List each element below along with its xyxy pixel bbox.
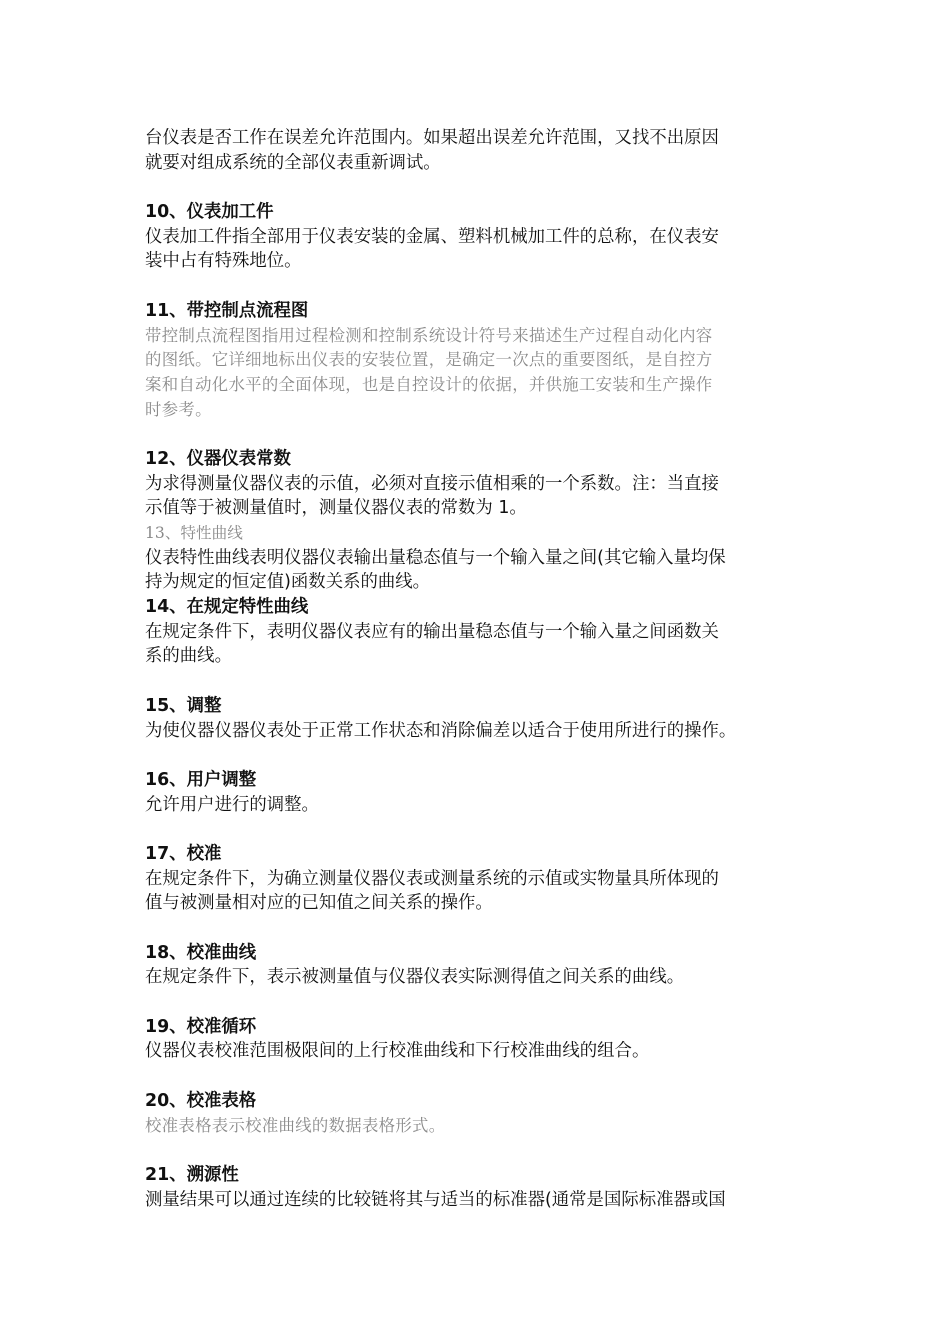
paragraph-line: 案和自动化水平的全面体现，也是自控设计的依据，并供施工安装和生产操作 [145,374,713,394]
paragraph-line: 仪表特性曲线表明仪器仪表输出量稳态值与一个输入量之间(其它输入量均保 [145,547,726,568]
section-heading: 10、仪表加工件 [145,202,274,223]
paragraph-line: 台仪表是否工作在误差允许范围内。如果超出误差允许范围，又找不出原因 [145,128,719,148]
paragraph-line: 装中占有特殊地位。 [145,251,302,272]
section-heading: 11、带控制点流程图 [145,300,309,321]
section-13 [145,521,810,595]
section-heading: 14、在规定特性曲线 [145,597,309,618]
intro-paragraph [145,126,810,175]
paragraph-line: 示值等于被测量值时，测量仪器仪表的常数为 1。 [145,498,527,519]
paragraph-line: 在规定条件下，为确立测量仪器仪表或测量系统的示值或实物量具所体现的 [145,868,719,889]
paragraph-line: 仪器仪表校准范围极限间的上行校准曲线和下行校准曲线的组合。 [145,1041,650,1062]
paragraph-line: 值与被测量相对应的已知值之间关系的操作。 [145,893,493,914]
section-10 [145,200,810,274]
paragraph-line: 系的曲线。 [145,646,232,667]
section-heading: 15、调整 [145,695,222,716]
paragraph-line: 在规定条件下，表示被测量值与仪器仪表实际测得值之间关系的曲线。 [145,967,685,988]
document-page [145,126,810,1212]
section-heading: 17、校准 [145,843,222,864]
paragraph-line: 持为规定的恒定值)函数关系的曲线。 [145,572,431,593]
section-heading: 16、用户调整 [145,769,257,790]
paragraph-line: 的图纸。它详细地标出仪表的安装位置，是确定一次点的重要图纸，是自控方 [145,350,713,370]
paragraph-line: 时参考。 [145,399,212,419]
section-21 [145,1163,810,1212]
section-12 [145,447,810,521]
paragraph-line: 带控制点流程图指用过程检测和控制系统设计符号来描述生产过程自动化内容 [145,325,713,345]
section-14 [145,595,810,669]
section-20 [145,1089,810,1138]
section-heading: 19、校准循环 [145,1016,257,1037]
section-heading: 13、特性曲线 [145,524,243,542]
section-19 [145,1015,810,1064]
paragraph-line: 允许用户进行的调整。 [145,794,319,815]
section-heading: 21、溯源性 [145,1164,239,1185]
paragraph-line: 就要对组成系统的全部仪表重新调试。 [145,152,441,173]
paragraph-line: 为求得测量仪器仪表的示值，必须对直接示值相乘的一个系数。注：当直接 [145,473,719,494]
paragraph-line: 测量结果可以通过连续的比较链将其与适当的标准器(通常是国际标准器或国 [145,1189,726,1210]
paragraph-line: 为使仪器仪器仪表处于正常工作状态和消除偏差以适合于使用所进行的操作。 [145,720,737,741]
paragraph-line: 校准表格表示校准曲线的数据表格形式。 [145,1115,446,1135]
paragraph-line: 仪表加工件指全部用于仪表安装的金属、塑料机械加工件的总称，在仪表安 [145,226,719,247]
section-heading: 18、校准曲线 [145,942,257,963]
section-heading: 20、校准表格 [145,1090,257,1111]
section-18 [145,941,810,990]
section-11 [145,299,810,422]
section-16 [145,768,810,817]
section-heading: 12、仪器仪表常数 [145,448,291,469]
section-17 [145,842,810,916]
section-15 [145,694,810,743]
paragraph-line: 在规定条件下，表明仪器仪表应有的输出量稳态值与一个输入量之间函数关 [145,621,719,642]
